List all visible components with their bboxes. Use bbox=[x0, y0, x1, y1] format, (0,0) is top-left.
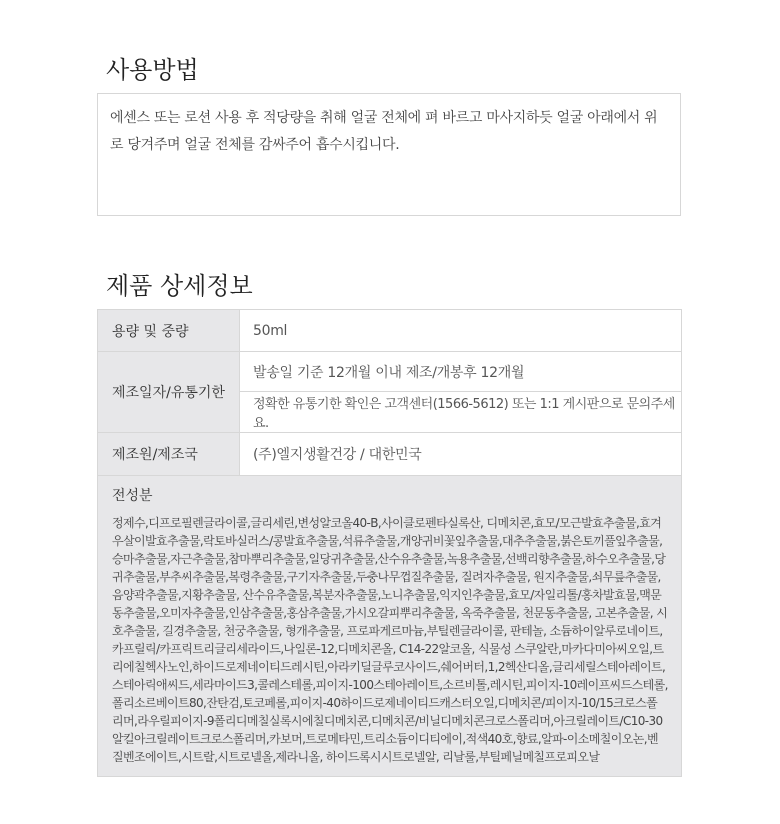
usage-title: 사용방법 bbox=[106, 56, 199, 84]
expiry-value: 발송일 기준 12개월 이내 제조/개봉후 12개월 bbox=[240, 352, 681, 392]
ingredients-section bbox=[98, 476, 681, 777]
ingredients-label: 전성분 bbox=[112, 488, 153, 504]
manufacturer-value: (주)엘지생활건강 / 대한민국 bbox=[253, 447, 422, 463]
ingredients-list: 정제수,디프로필렌글라이콜,글리세린,변성알코올40-B,사이클로펜타실록산, 디메치콘,효모/모근발효추출물,효겨우살이발효추출물,락토바실러스/콩발효추출물,석류추출물,개양귀비꽃잎추출물,대추추출물,붉은토끼풀잎추출물,승마추출물,자근추출물,참마뿌리추출물,일당귀추출물,산수유추출물,녹용추출물,선백리향추출물,하수오추출물,당귀추출물,부추씨추출물,복령추출물,구기자추출물,두충나무껍질추출물, 질려자추출물, 원지추출물,쇠무릎추출물,음양곽추출물,지황추출물, 산수유추출물,복분자추출물,노니추출물,익지인추출물,효모/자일리톨/홍차발효물,맥문동추출물,오미자추출물,인삼추출물,홍삼추출물,가시오갈피뿌리추출물, 옥죽추출물, 천문동추출물, 고본추출물, 시호추출물, 길경추출물, 천궁추출물, 형개추출물, 프로파게르마늄,부틸렌글라이콜, 판테놀, 소듐하이알루로네이트, 카프릴릭/카프릭트리글리세라이드,나일론-12,디메치콘올, C14-22알코올, 식물성 스쿠알란,마카다미아씨오일,트리에칠헥사노인,하이드로제네이티드레시틴,아라키딜글루코사이드,쉐어버터,1,2헥산디올,글리세릴스테아레이트,스테아릭애씨드,세라마이드3,콜레스테롤,피이지-100스테아레이트,소르비톨,레시틴,피이지-10레이프씨드스테롤,폴리소르베이트80,잔탄검,토코페롤,피이지-40하이드로제네이티드캐스터오일,디메치콘/피이지-10/15크로스폴리머,라우릴피이지-9폴리디메칠실록시에칠디메치콘,디메치콘/비닐디메치콘크로스폴리머,아크릴레이트/C10-30알킬아크릴레이트크로스폴리머,카보머,트로메타민,트리소듐이디티에이,적색40호,향료,알파-이소메칠이오논,벤질벤조에이트,시트랄,시트로넬올,제라니올, 하이드록시시트로넬알, 리날룰,부틸페닐메칠프로피오날 bbox=[112, 516, 668, 764]
volume-label: 용량 및 중량 bbox=[98, 310, 240, 351]
manufacturer-row bbox=[98, 433, 681, 476]
manufacturer-label: 제조원/제조국 bbox=[98, 433, 240, 475]
volume-value: 50ml bbox=[253, 322, 288, 339]
usage-description: 에센스 또는 로션 사용 후 적당량을 취해 얼굴 전체에 펴 바르고 마사지하듯 얼굴 아래에서 위로 당겨주며 얼굴 전체를 감싸주어 흡수시킵니다. bbox=[97, 93, 681, 216]
expiry-values bbox=[240, 352, 681, 432]
expiry-row bbox=[98, 352, 681, 433]
expiry-label: 제조일자/유통기한 bbox=[98, 352, 240, 432]
product-details-title: 제품 상세정보 bbox=[106, 272, 253, 300]
product-details-table bbox=[97, 309, 682, 777]
expiry-notice: 정확한 유통기한 확인은 고객센터(1566-5612) 또는 1:1 게시판으로 문의주세요. bbox=[253, 397, 675, 431]
volume-row bbox=[98, 310, 681, 352]
